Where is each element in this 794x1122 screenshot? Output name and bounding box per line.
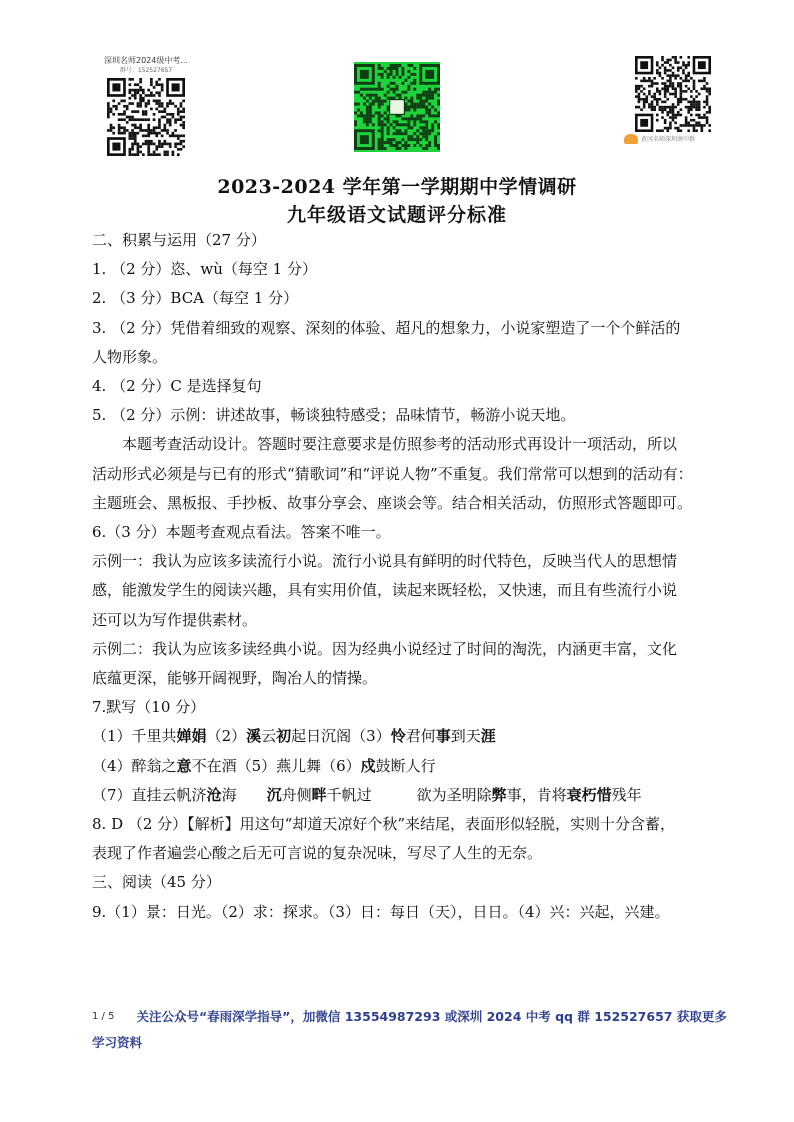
- answer-q3-line2: 人物形象。: [92, 347, 168, 366]
- answer-content: [92, 226, 722, 927]
- recite-line-1: [92, 722, 722, 751]
- recite-line-3: [92, 781, 722, 810]
- answer-q4: 4. （2 分）C 是选择复句: [92, 377, 262, 396]
- page-number: 1 / 5: [92, 1011, 115, 1022]
- recite-keyword: 事: [435, 727, 451, 746]
- recite-keyword: 沉: [266, 785, 282, 804]
- recite-keyword: 衰朽惜: [566, 785, 612, 804]
- recite-text: 残年: [611, 785, 642, 804]
- recite-text: 云: [261, 727, 277, 746]
- answer-q6-example1-3: 还可以为写作提供素材。: [92, 610, 258, 629]
- recite-text: 君何: [405, 727, 436, 746]
- recite-keyword: 婵娟: [176, 727, 207, 746]
- page-footer: [92, 1004, 732, 1056]
- qr-code-left-image: [102, 78, 190, 156]
- qr-right-caption: 黄冈名师深圳南中群: [641, 135, 696, 143]
- qr-right-logo: [624, 134, 722, 144]
- answer-q5-explanation-2: 活动形式必须是与已有的形式“猜歌词”和“评说人物”不重复。我们常常可以想到的活动有：: [92, 464, 693, 483]
- document-subtitle: 九年级语文试题评分标准: [286, 204, 507, 226]
- recite-text: （1）千里共: [92, 727, 177, 746]
- answer-q1: 1. （2 分）恣、wù（每空 1 分）: [92, 260, 317, 279]
- recite-keyword: 沧: [206, 785, 222, 804]
- recite-keyword: 初: [276, 727, 292, 746]
- qr-left-caption: 深圳名师2024级中考...: [104, 56, 188, 65]
- recite-keyword: 戍: [360, 756, 376, 775]
- answer-q8-line1: 8. D （2 分）【解析】用这句“却道天凉好个秋”来结尾，表面形似轻脱，实则十分含蓄，: [92, 815, 676, 834]
- answer-q6-example2-1: 示例二：我认为应该多读经典小说。因为经典小说经过了时间的淘洗，内涵更丰富，文化: [92, 639, 678, 658]
- qr-code-center: [354, 62, 440, 152]
- recite-line-2: [92, 752, 722, 781]
- answer-q6-example1-2: 感，能激发学生的阅读兴趣，具有实用价值，读起来既轻松，又快速，而且有些流行小说: [92, 581, 678, 600]
- recite-keyword: 怜: [390, 727, 406, 746]
- answer-q5: 5. （2 分）示例：讲述故事，畅谈独特感受；品味情节，畅游小说天地。: [92, 406, 576, 425]
- answer-q6-example2-2: 底蕴更深，能够开阔视野，陶冶人的情操。: [92, 669, 378, 688]
- section-heading-3: 三、阅读（45 分）: [92, 873, 221, 892]
- qr-code-right-image: [624, 56, 722, 132]
- recite-text: 鼓断人行: [375, 756, 436, 775]
- brand-logo-icon: [624, 134, 638, 144]
- recite-text: 千帆过 欲为圣明除: [326, 785, 492, 804]
- recite-text: 不在酒（5）燕儿舞（6）: [191, 756, 361, 775]
- answer-q8-line2: 表现了作者遍尝心酸之后无可言说的复杂况味，写尽了人生的无奈。: [92, 844, 543, 863]
- recite-text: 起日沉阁（3）: [291, 727, 391, 746]
- recite-text: 事，肯将: [506, 785, 567, 804]
- recite-text: 海: [221, 785, 267, 804]
- recite-keyword: 弊: [491, 785, 507, 804]
- answer-q3-line1: 3. （2 分）凭借着细致的观察、深刻的体验、超凡的想象力，小说家塑造了一个个鲜活的: [92, 318, 681, 337]
- qr-left-sub: 群号：152527657: [119, 67, 173, 74]
- document-title: 2023-2024 学年第一学期期中学情调研: [217, 176, 577, 198]
- answer-q6: 6.（3 分）本题考查观点看法。答案不唯一。: [92, 523, 391, 542]
- qr-code-left: [96, 56, 196, 158]
- footer-notice-continued: 学习资料: [92, 1035, 143, 1050]
- answer-q2: 2. （3 分）BCA（每空 1 分）: [92, 289, 299, 308]
- recite-keyword: 意: [176, 756, 192, 775]
- answer-q5-explanation-1: 本题考查活动设计。答题时要注意要求是仿照参考的活动形式再设计一项活动，所以: [122, 435, 678, 454]
- recite-keyword: 畔: [311, 785, 327, 804]
- qr-code-center-image: [354, 62, 440, 152]
- answer-q9: 9.（1）景：日光。（2）求：探求。（3）日：每日（天），日日。（4）兴：兴起，兴建。: [92, 902, 670, 921]
- qr-code-right: [624, 56, 722, 158]
- recite-text: （4）醉翁之: [92, 756, 177, 775]
- recite-text: 到天: [450, 727, 481, 746]
- footer-notice: 关注公众号“春雨深学指导”，加微信 13554987293 或深圳 2024 中考 qq 群 152527657 获取更多: [136, 1009, 727, 1024]
- recite-keyword: 溪: [246, 727, 262, 746]
- recite-text: （2）: [206, 727, 247, 746]
- answer-q5-explanation-3: 主题班会、黑板报、手抄板、故事分享会、座谈会等。结合相关活动，仿照形式答题即可。: [92, 493, 693, 512]
- section-heading-2: 二、积累与运用（27 分）: [92, 231, 266, 249]
- answer-q6-example1-1: 示例一：我认为应该多读流行小说。流行小说具有鲜明的时代特色，反映当代人的思想情: [92, 552, 678, 571]
- recite-keyword: 涯: [480, 727, 496, 746]
- recite-text: （7）直挂云帆济: [92, 785, 207, 804]
- recite-text: 舟侧: [281, 785, 312, 804]
- answer-q7-heading: 7.默写（10 分）: [92, 698, 206, 717]
